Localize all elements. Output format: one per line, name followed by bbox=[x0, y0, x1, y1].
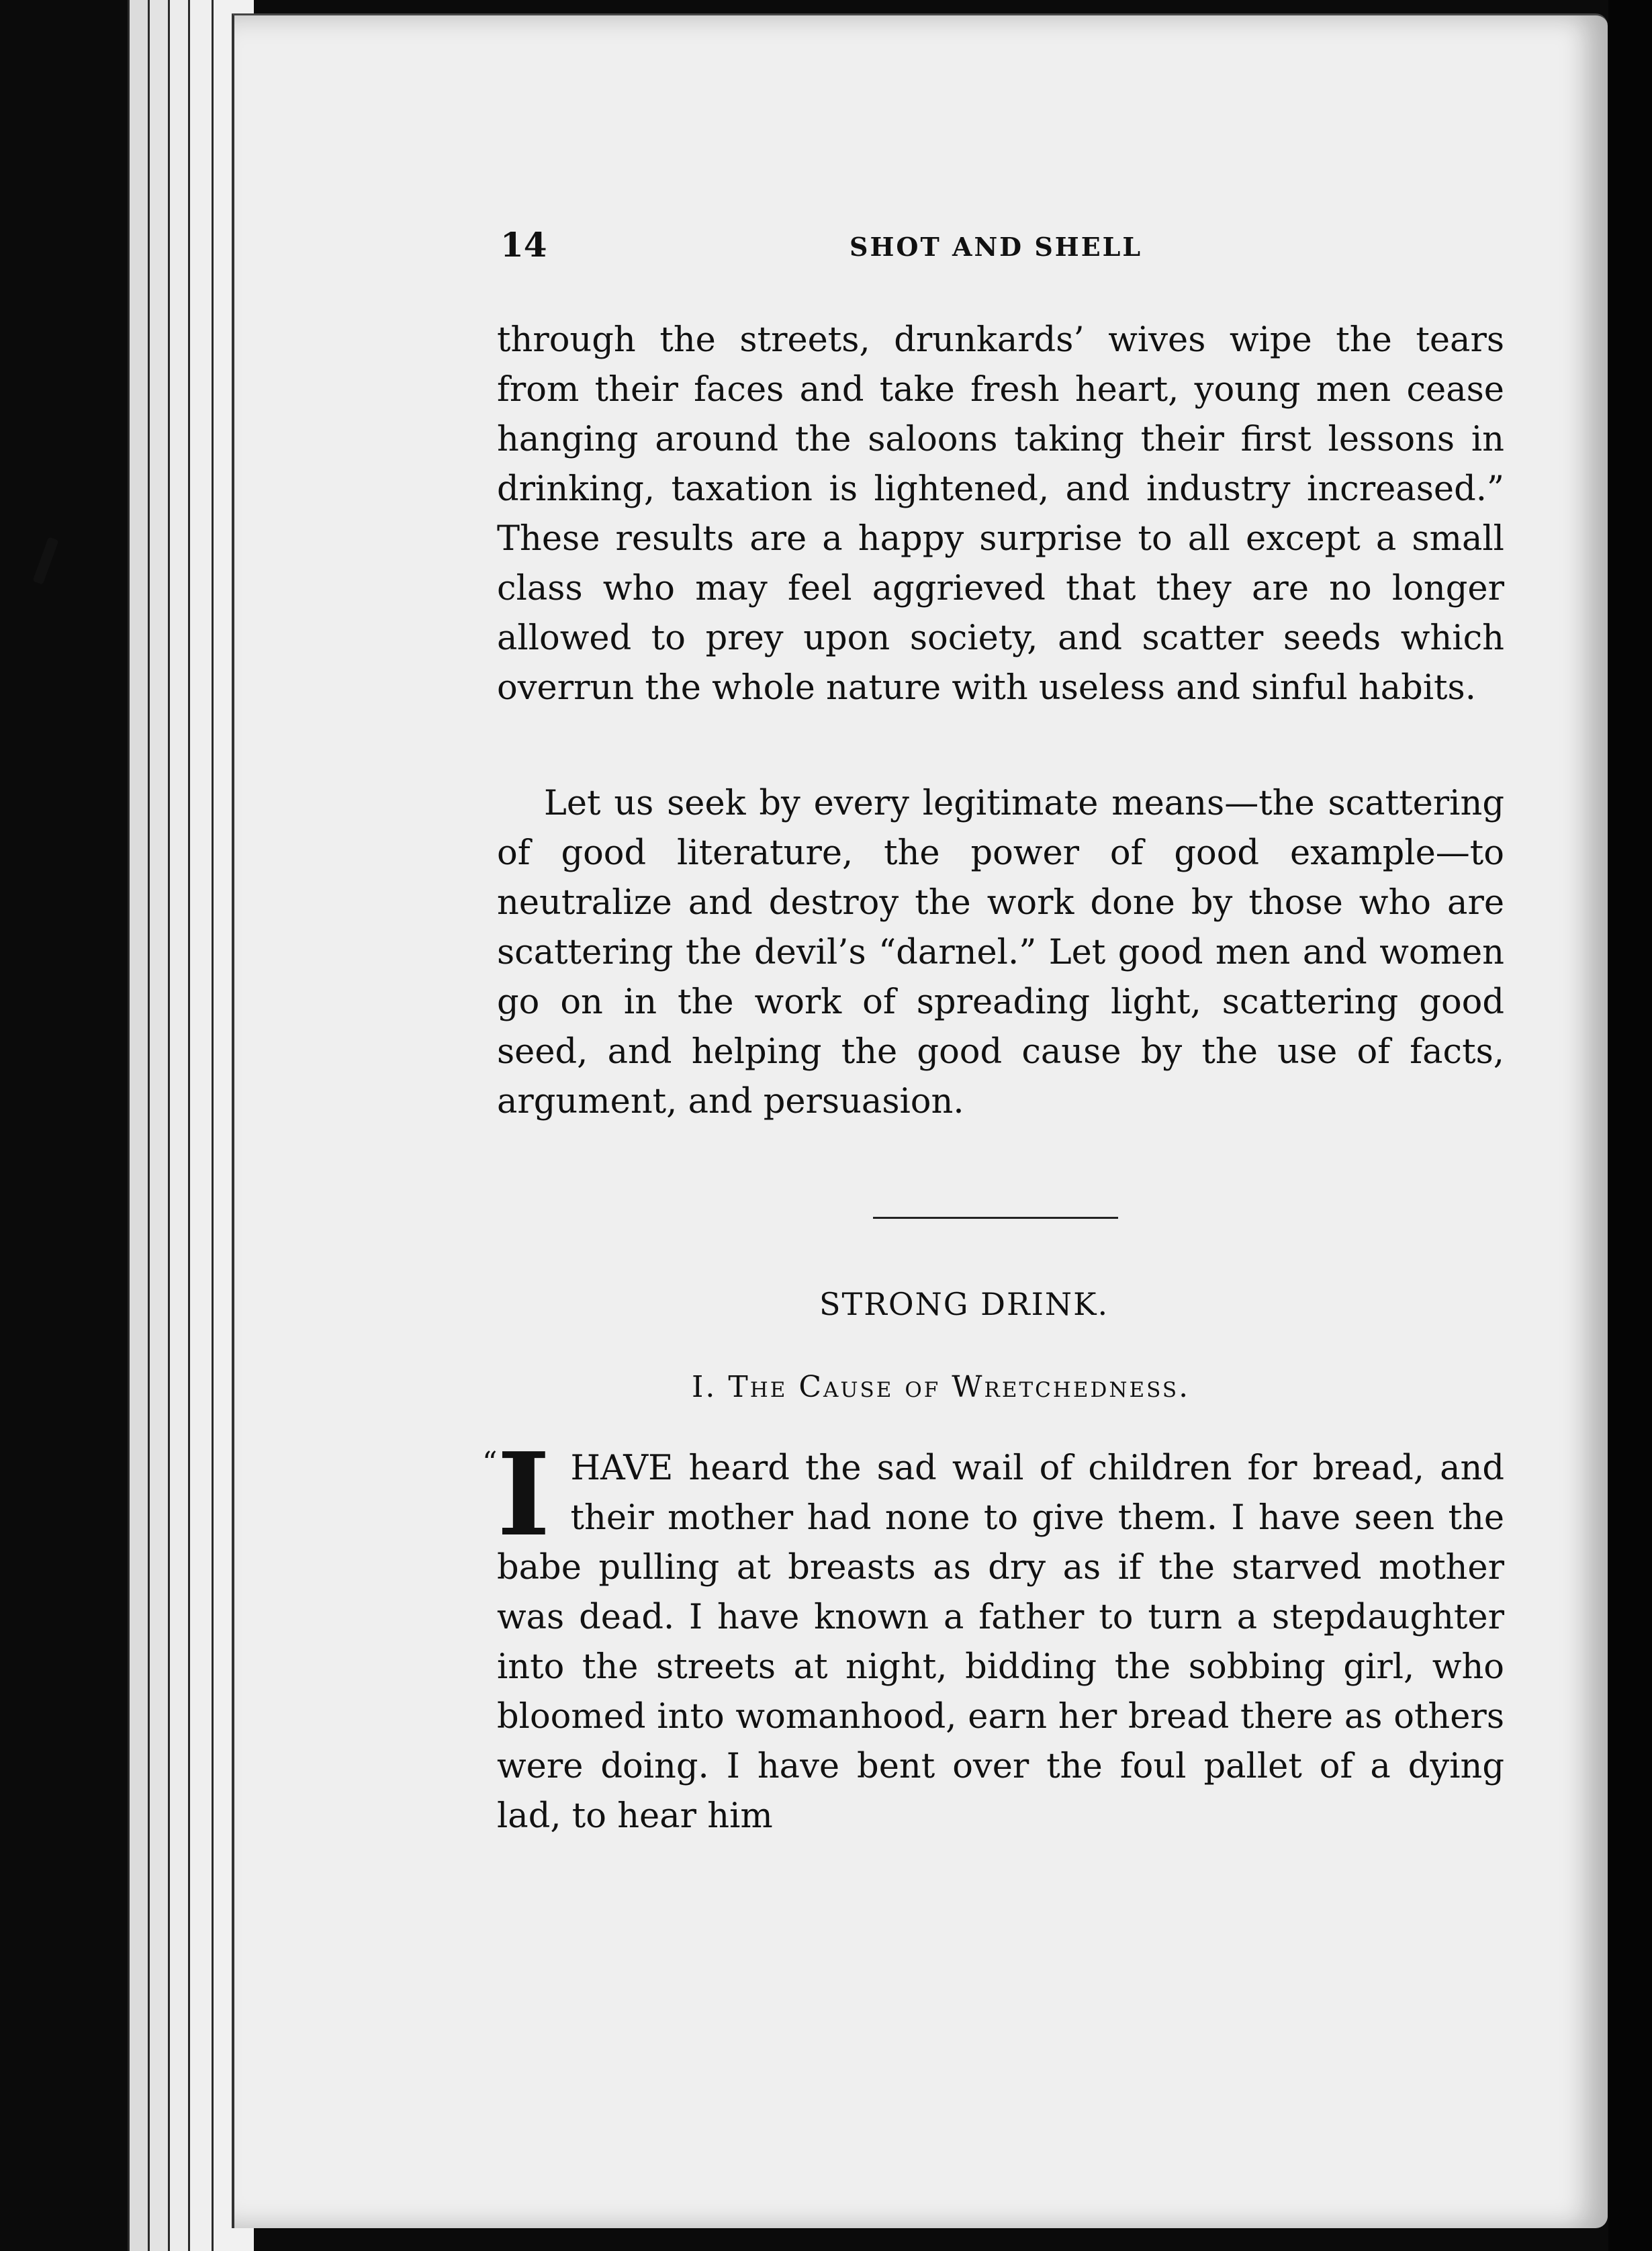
drop-cap: I bbox=[497, 1428, 551, 1562]
running-title: SHOT AND SHELL bbox=[850, 232, 1143, 262]
paragraph: Let us seek by every legitimate means—the scattering of good literature, the power of good example—to neutralize and destroy the work done by those who are scattering the devil’s “darnel.” Let good men and women go on in the work of spreading light, scattering good seed, and helping the good cause by the use of facts, argument, and persuasion. bbox=[497, 784, 1504, 1121]
section-divider bbox=[873, 1217, 1118, 1219]
opening-quote: “ bbox=[482, 1446, 498, 1480]
section-body bbox=[482, 1428, 1504, 1841]
page-shadow bbox=[1608, 0, 1652, 2251]
page-number: 14 bbox=[500, 225, 547, 265]
paragraph: through the streets, drunkards’ wives wipe the tears from their faces and take fresh heart, young men cease hanging around the saloons taking their first lessons in drinking, taxation is lightened, and industry increased.” These results are a happy surprise to all except a small class who may feel aggrieved that they are no longer allowed to prey upon society, and scatter seeds which overrun the whole nature with useless and sinful habits. bbox=[497, 320, 1504, 708]
section-title: STRONG DRINK. bbox=[819, 1286, 1109, 1322]
section-subtitle: I. The Cause of Wretchedness. bbox=[692, 1370, 1191, 1404]
scan-smudge bbox=[33, 537, 59, 584]
running-header bbox=[500, 225, 1508, 279]
section-body-text: HAVE heard the sad wail of children for bread, and their mother had none to give them. I have seen the babe pulling at breasts as dry as if the starved mother was dead. I have known a father to turn a stepdaughter into the streets at night, bidding the sobbing girl, who bloomed into womanhood, earn her bread there as others were doing. I have bent over the foul pallet of a dying lad, to hear him bbox=[497, 1449, 1504, 1836]
